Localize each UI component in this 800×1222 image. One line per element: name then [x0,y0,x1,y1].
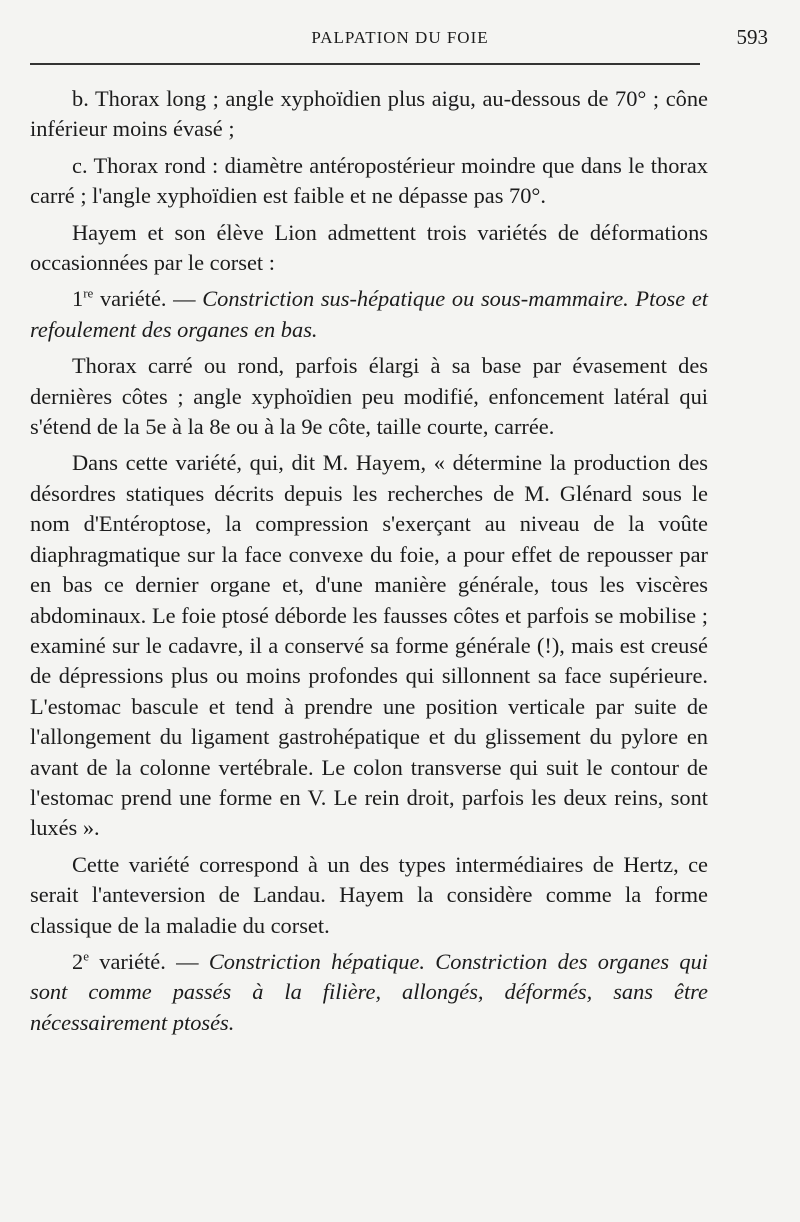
paragraph-hayem-lion: Hayem et son élève Lion admettent trois variétés de déformations occasionnées par le corset : [30,219,708,276]
variety-title: Constriction hépatique. Constriction des organes qui sont comme passés à la filière, allongés, déformés, sans être nécessairement ptosés. [30,948,708,1035]
variety-ordinal: e [83,948,89,964]
running-head [30,25,770,54]
variety-number: 2 [72,948,84,974]
header-rule [30,63,700,65]
variety-label: variété. — [93,286,203,312]
paragraph-hayem-quote: Dans cette variété, qui, dit M. Hayem, « détermine la production des désordres statiques décrits depuis les recherches de M. Glénard sous le nom d'Entéroptose, la compression s'exerçant au niveau de la voûte diaphragmatique sur la face convexe du foie, a pour effet de repousser par en bas ce dernier organe et, d'une manière générale, tous les viscères abdominaux. Le foie ptosé déborde les fausses côtes et parfois se mobilise ; examiné sur le cadavre, il a conservé sa forme générale (!), mais est creusé de dépressions plus ou moins profondes qui sillonnent sa face supérieure. L'estomac bascule et tend à prendre une position verticale par suite de l'allongement du ligament gastrohépatique et du glissement du pylore en avant de la colonne vertébrale. Le colon transverse qui suit le contour de l'estomac prend une forme en V. Le rein droit, parfois les deux reins, sont luxés ». [30,450,708,841]
paragraph-thorax-rond: c. Thorax rond : diamètre antéropostérieur moindre que dans le thorax carré ; l'angle xyphoïdien est faible et ne dépasse pas 70°. [30,152,708,209]
variety-title: Constriction sus-hépatique ou sous-mammaire. Ptose et refoulement des organes en bas. [30,286,708,342]
variety-ordinal: re [83,285,94,301]
page-number: 593 [736,25,768,49]
heading-second-variety [30,947,708,1038]
variety-label: variété. — [88,948,209,974]
paragraph-hertz-landau: Cette variété correspond à un des types intermédiaires de Hertz, ce serait l'anteversion de Landau. Hayem la considère comme la forme classique de la maladie du corset. [30,851,708,938]
paragraph-thorax-long: b. Thorax long ; angle xyphoïdien plus aigu, au-dessous de 70° ; cône inférieur moins évasé ; [30,86,708,142]
paragraph-thorax-carre: Thorax carré ou rond, parfois élargi à sa base par évasement des dernières côtes ; angle xyphoïdien peu modifié, enfoncement latéral qui s'étend de la 5e à la 8e ou à la 9e côte, taille courte, carrée. [30,353,708,440]
body-text [30,84,708,1038]
heading-first-variety [30,284,708,345]
running-title: PALPATION DU FOIE [311,28,489,47]
variety-number: 1 [72,286,84,312]
